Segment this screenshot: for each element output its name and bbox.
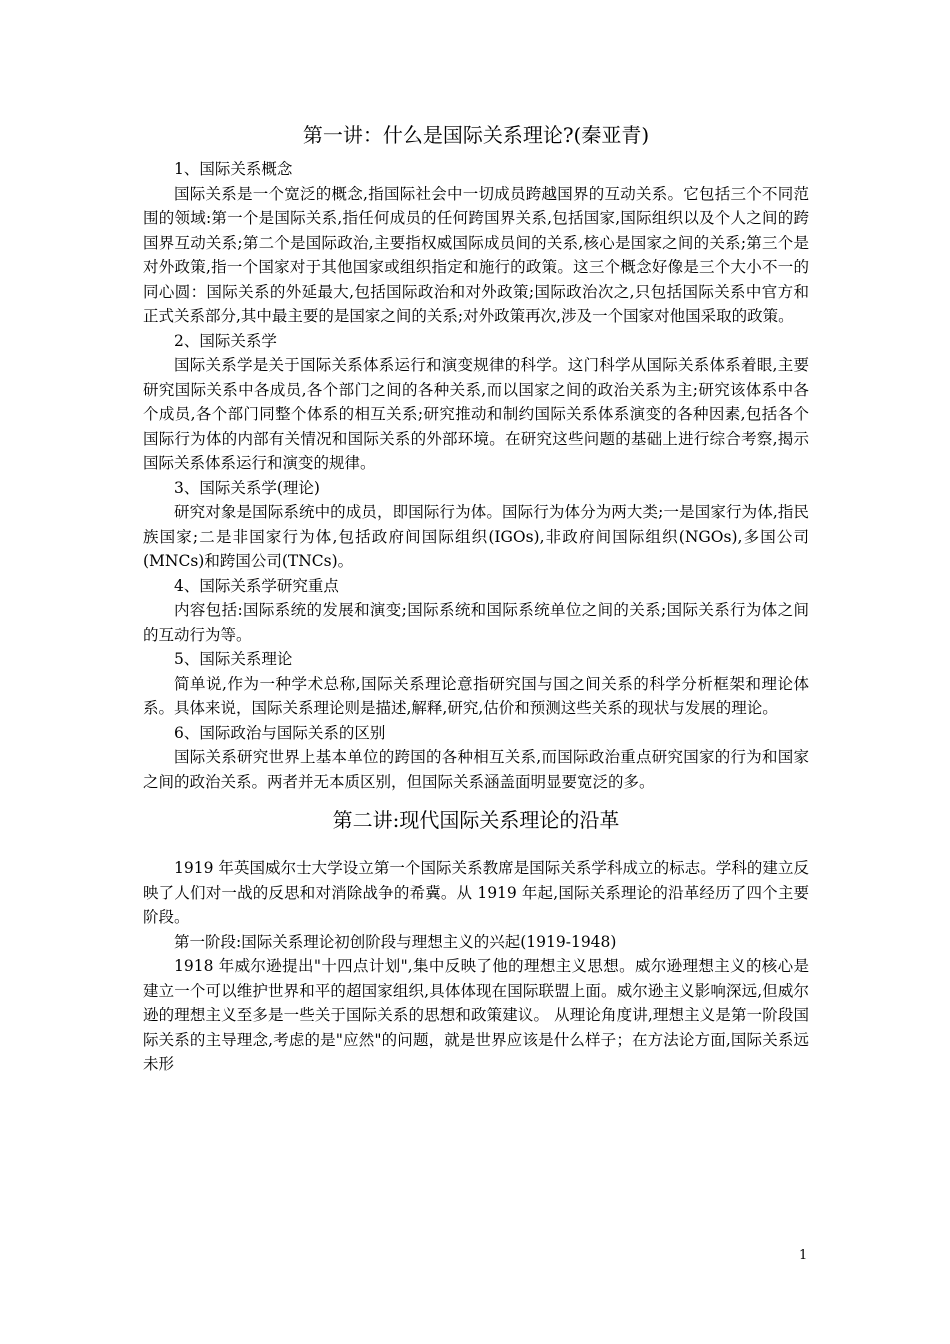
section-heading-2: 2、国际关系学 [174,331,277,350]
paragraph-5: 简单说,作为一种学术总称,国际关系理论意指研究国与国之间关系的科学分析框架和理论体系。具体来说，国际关系理论则是描述,解释,研究,估价和预测这些关系的现状与发展的理论。 [143,674,809,717]
page-number: 1 [799,1248,808,1263]
section-heading-4: 4、国际关系学研究重点 [174,576,339,595]
section-heading-5: 5、国际关系理论 [174,650,293,668]
section-heading-1: 1、国际关系概念 [174,160,293,178]
section-heading-7: 第一阶段:国际关系理论初创阶段与理想主义的兴起(1919-1948) [174,932,617,951]
paragraph-2: 国际关系学是关于国际关系体系运行和演变规律的科学。这门科学从国际关系体系着眼,主要研究国际关系中各成员,各个部门之间的各种关系,而以国家之间的政治关系为主;研究该体系中各个成员,各个部门同整个体系的相互关系;研究推动和制约国际关系体系演变的各种因素,包括各个国际行为体的内部有关情况和国际关系的外部环境。在研究这些问题的基础上进行综合考察,揭示国际关系体系运行和演变的规律。 [143,356,809,472]
paragraph-6: 国际关系研究世界上基本单位的跨国的各种相互关系,而国际政治重点研究国家的行为和国家之间的政治关系。两者并无本质区别，但国际关系涵盖面明显要宽泛的多。 [143,748,809,791]
paragraph-8: 1918 年威尔逊提出"十四点计划",集中反映了他的理想主义思想。威尔逊理想主义的核心是建立一个可以维护世界和平的超国家组织,具体体现在国际联盟上面。威尔逊主义影响深远,但威尔逊的理想主义至多是一些关于国际关系的思想和政策建议。 从理论角度讲,理想主义是第一阶段国际关系的主导理念,考虑的是"应然"的问题，就是世界应该是什么样子；在方法论方面,国际关系远未形 [143,957,809,1073]
section-heading-6: 6、国际政治与国际关系的区别 [174,723,386,742]
paragraph-1: 国际关系是一个宽泛的概念,指国际社会中一切成员跨越国界的互动关系。它包括三个不同范围的领域:第一个是国际关系,指任何成员的任何跨国界关系,包括国家,国际组织以及个人之间的跨国界互动关系;第二个是国际政治,主要指权威国际成员间的关系,核心是国家之间的关系;第三个是对外政策,指一个国家对于其他国家或组织指定和施行的政策。这三个概念好像是三个大小不一的同心圆：国际关系的外延最大,包括国际政治和对外政策;国际政治次之,只包括国际关系中官方和正式关系部分,其中最主要的是国家之间的关系;对外政策再次,涉及一个国家对他国采取的政策。 [143,184,809,325]
section-heading-3: 3、国际关系学(理论) [174,478,320,497]
paragraph-4: 内容包括:国际系统的发展和演变;国际系统和国际系统单位之间的关系;国际关系行为体之间的互动行为等。 [143,601,809,644]
spacer [143,844,809,856]
lecture-1-title: 第一讲：什么是国际关系理论?(秦亚青) [302,123,650,147]
lecture-2-title: 第二讲:现代国际关系理论的沿革 [332,808,620,832]
page-content [143,119,809,1077]
paragraph-7: 1919 年英国威尔士大学设立第一个国际关系教席是国际关系学科成立的标志。学科的建立反映了人们对一战的反思和对消除战争的希冀。从 1919 年起,国际关系理论的沿革经历了四个主要阶段。 [143,859,809,926]
paragraph-3: 研究对象是国际系统中的成员，即国际行为体。国际行为体分为两大类;一是国家行为体,指民族国家;二是非国家行为体,包括政府间国际组织(IGOs),非政府间国际组织(NGOs),多国公司(MNCs)和跨国公司(TNCs)。 [143,503,809,570]
